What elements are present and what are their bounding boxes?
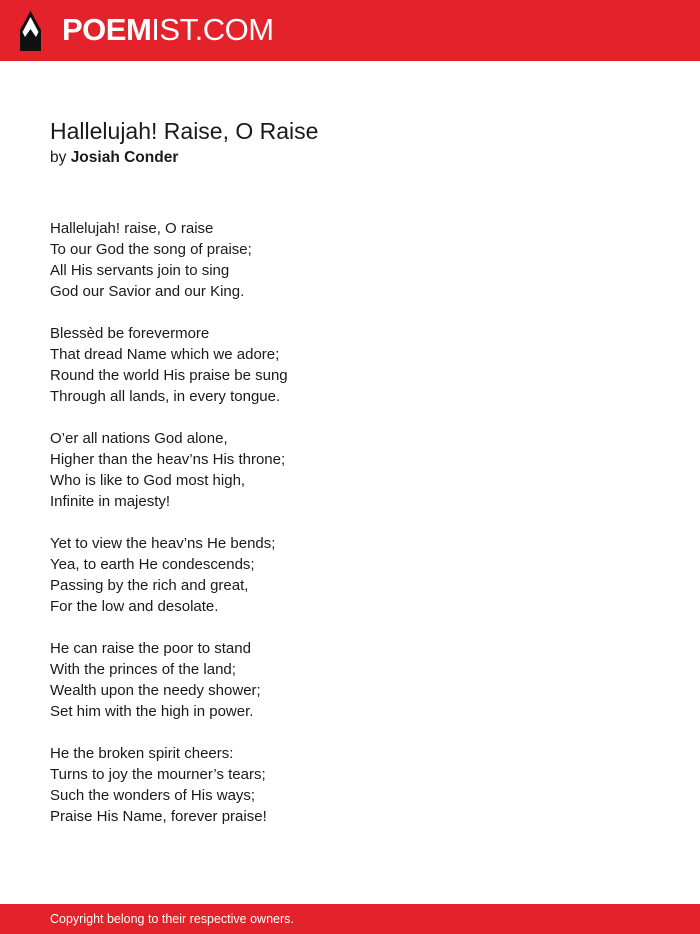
poem-line: Passing by the rich and great, — [50, 577, 249, 594]
poem-line: Who is like to God most high, — [50, 472, 246, 489]
poem-line: For the low and desolate. — [50, 598, 219, 615]
stanza — [50, 323, 650, 407]
stanza — [50, 533, 650, 617]
poem-line: Through all lands, in every tongue. — [50, 388, 281, 405]
poem-line: He the broken spirit cheers: — [50, 745, 234, 762]
poem-line: Praise His Name, forever praise! — [50, 808, 267, 825]
site-logo[interactable] — [62, 13, 274, 47]
poem-line: Infinite in majesty! — [50, 493, 171, 510]
poem-line: Set him with the high in power. — [50, 703, 254, 720]
poem-line: Wealth upon the needy shower; — [50, 682, 261, 699]
poem-line: Turns to joy the mourner’s tears; — [50, 766, 266, 783]
by-label: by — [50, 149, 67, 166]
site-footer — [0, 904, 700, 934]
poem-line: Such the wonders of His ways; — [50, 787, 256, 804]
poem-line: Yea, to earth He condescends; — [50, 556, 255, 573]
poem-body — [50, 218, 650, 827]
stanza — [50, 638, 650, 722]
poem-line: Yet to view the heav’ns He bends; — [50, 535, 276, 552]
logo-light-text: IST.COM — [151, 12, 274, 47]
poem-line: God our Savior and our King. — [50, 283, 245, 300]
poem-line: That dread Name which we adore; — [50, 346, 280, 363]
poem-line: Higher than the heav’ns His throne; — [50, 451, 286, 468]
poem-line: Hallelujah! raise, O raise — [50, 220, 214, 237]
stanza — [50, 743, 650, 827]
copyright-notice: Copyright belong to their respective owners. — [50, 912, 294, 926]
poem-line: With the princes of the land; — [50, 661, 236, 678]
author-name: Josiah Conder — [70, 149, 179, 166]
poem-line: Round the world His praise be sung — [50, 367, 288, 384]
stanza — [50, 428, 650, 512]
poem-line: To our God the song of praise; — [50, 241, 252, 258]
byline — [50, 147, 650, 169]
poem-content — [50, 116, 650, 848]
poem-line: All His servants join to sing — [50, 262, 230, 279]
poem-line: He can raise the poor to stand — [50, 640, 251, 657]
poem-line: O’er all nations God alone, — [50, 430, 228, 447]
pencil-icon[interactable] — [18, 11, 43, 51]
logo-bold-text: POEM — [62, 12, 152, 47]
stanza — [50, 218, 650, 302]
site-header — [0, 0, 700, 61]
poem-title: Hallelujah! Raise, O Raise — [50, 118, 319, 144]
poem-line: Blessèd be forevermore — [50, 325, 210, 342]
